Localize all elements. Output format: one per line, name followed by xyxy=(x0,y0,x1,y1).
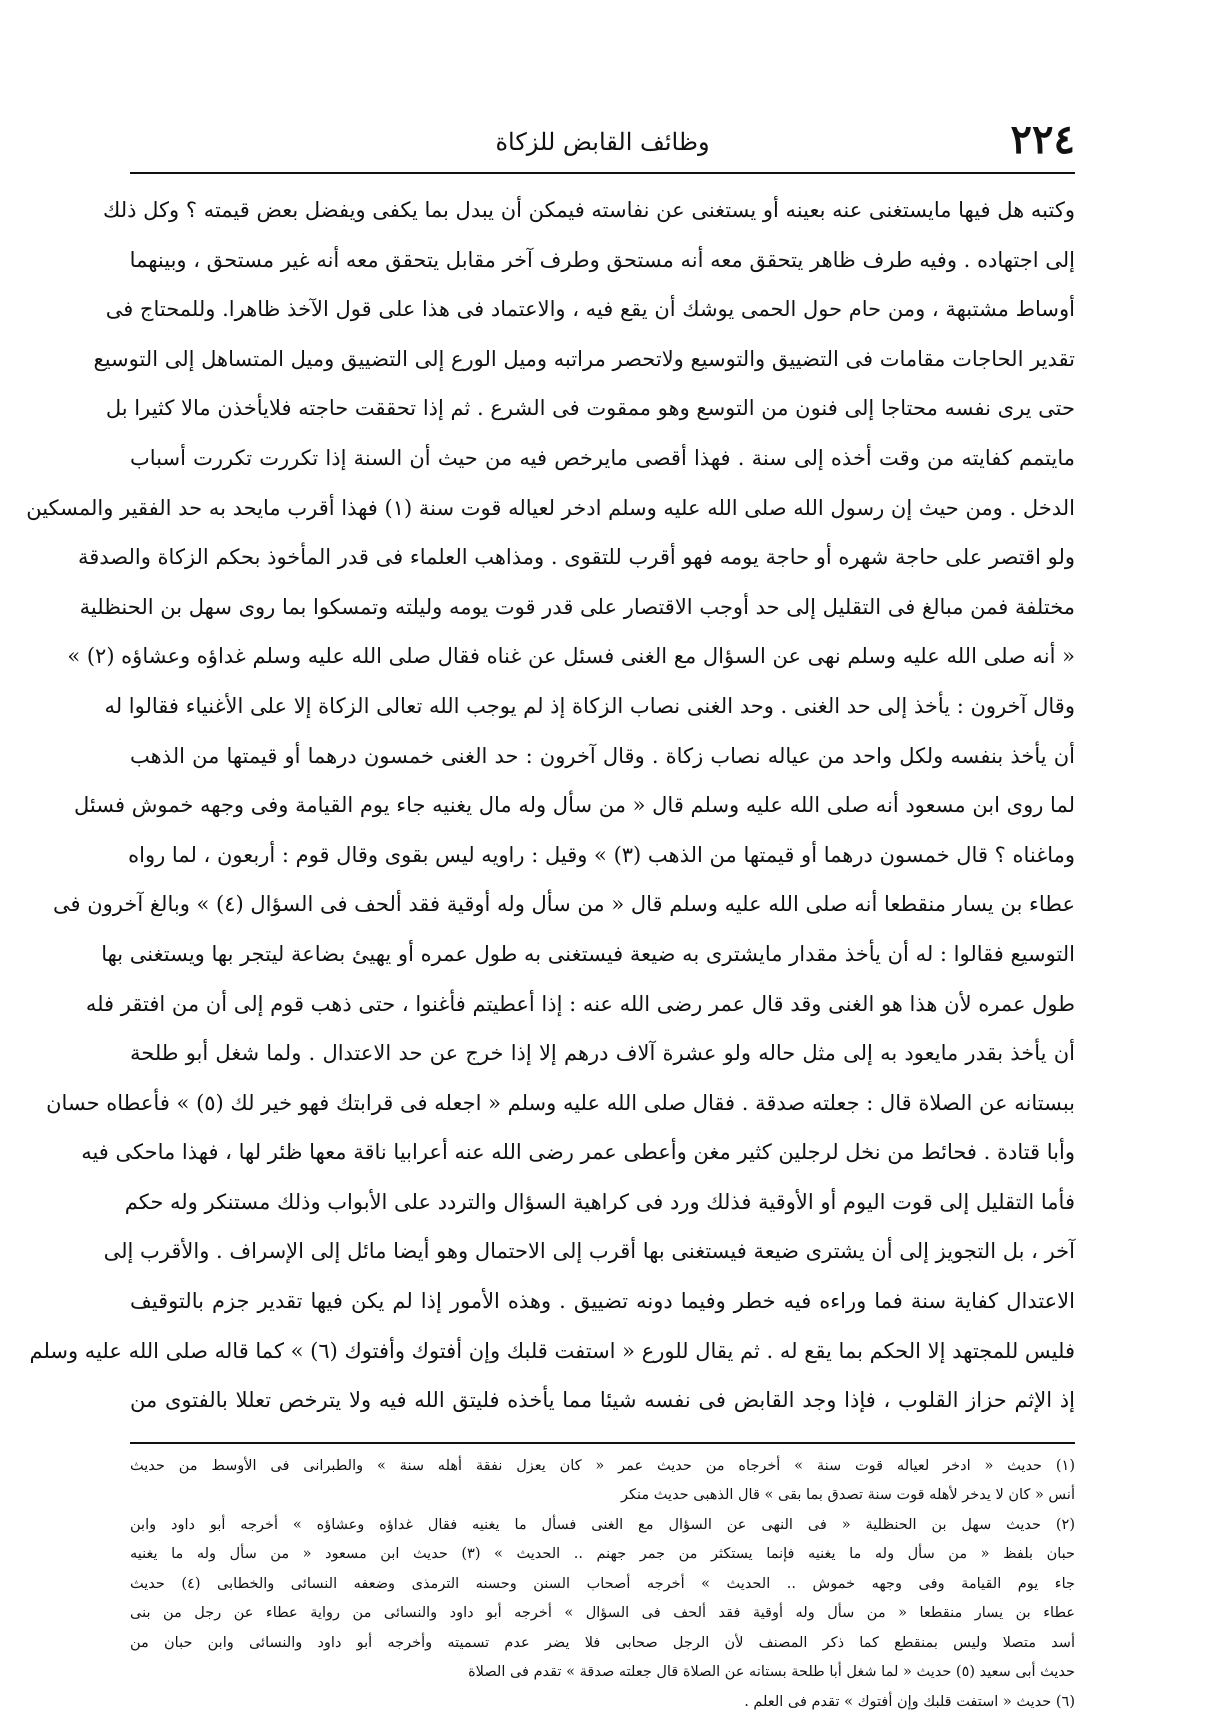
text-line: فأما التقليل إلى قوت اليوم أو الأوقية فذلك ورد فى كراهية السؤال والتردد على الأبواب وذلك مستنكر وله حكم xyxy=(124,1189,1075,1214)
footnote-line: عطاء بن يسار منقطعا « من سأل وله أوقية فقد ألحف فى السؤال » أخرجه أبو داود والنسائى من رواية عطاء عن رجل من بنى xyxy=(130,1605,1075,1622)
text-line: آخر ، بل التجويز إلى أن يشترى ضيعة فيستغنى بها أقرب إلى الاحتمال وهو أيضا مائل إلى الإسراف . والأقرب إلى xyxy=(103,1239,1075,1264)
footnote-line: حديث أبى سعيد (٥) حديث « لما شغل أبا طلحة بستانه عن الصلاة قال جعلته صدقة » تقدم فى الصلاة xyxy=(468,1664,1075,1681)
footnotes xyxy=(130,1452,1075,1717)
text-line: وقال آخرون : يأخذ إلى حد الغنى . وحد الغنى نصاب الزكاة إذ لم يوجب الله تعالى الزكاة إلا على الأغنياء فقالوا له xyxy=(104,693,1075,718)
text-line: أن يأخذ بنفسه ولكل واحد من عياله نصاب زكاة . وقال آخرون : حد الغنى خمسون درهما أو قيمتها من الذهب xyxy=(130,743,1075,768)
footnote-line: جاء يوم القيامة وفى وجهه خموش .. الحديث » أخرجه أصحاب السنن وحسنه الترمذى وضعفه النسائى والخطابى (٤) حديث xyxy=(130,1575,1075,1592)
text-line: لما روى ابن مسعود أنه صلى الله عليه وسلم قال « من سأل وله مال يغنيه جاء يوم القيامة وفى وجهه خموش فسئل xyxy=(74,793,1075,818)
text-line: مختلفة فمن مبالغ فى التقليل إلى حد أوجب الاقتصار على قدر قوت يومه وليلته وتمسكوا بما روى سهل بن الحنظلية xyxy=(79,594,1075,619)
footnote-line: (١) حديث « ادخر لعياله قوت سنة » أخرجاه من حديث عمر « كان يعزل نفقة أهله سنة » والطبرانى فى الأوسط من حديث xyxy=(130,1457,1075,1474)
text-line: طول عمره لأن هذا هو الغنى وقد قال عمر رضى الله عنه : إذا أعطيتم فأغنوا ، حتى ذهب قوم إلى أن من افتقر فله xyxy=(85,991,1075,1016)
main-text xyxy=(26,186,1075,1426)
text-line: تقدير الحاجات مقامات فى التضييق والتوسيع ولاتحصر مراتبه وميل الورع إلى التضييق وميل المتساهل إلى التوسيع xyxy=(93,346,1075,371)
book-page xyxy=(26,110,1075,1717)
text-line: وكتبه هل فيها مايستغنى عنه بعينه أو يستغنى عن نفاسته فيمكن أن يبدل بما يكفى ويفضل بعض قيمته ؟ وكل ذلك xyxy=(103,198,1075,222)
text-line: وماغناه ؟ قال خمسون درهما أو قيمتها من الذهب (٣) » وقيل : راويه ليس بقوى وقال قوم : أربعون ، لما رواه xyxy=(128,842,1075,867)
text-line: مايتمم كفايته من وقت أخذه إلى سنة . فهذا أقصى مايرخص فيه من حيث أن السنة إذا تكررت تكررت أسباب xyxy=(130,445,1075,470)
text-line: وأبا قتادة . فحائط من نخل لرجلين كثير مغن وأعطى عمر رضى الله عنه أعرابيا ناقة معها ظئر لها ، فهذا ماحكى فيه xyxy=(81,1140,1075,1165)
footnote-line: أسد متصلا وليس بمنقطع كما ذكر المصنف لأن الرجل صحابى فلا يضر عدم تسميته وأخرجه أبو داود والنسائى وابن حبان من xyxy=(130,1634,1075,1651)
text-line: التوسيع فقالوا : له أن يأخذ مقدار مايشترى به ضيعة فيستغنى به طول عمره أو يهيئ بضاعة ليتجر بها ويستغنى بها xyxy=(101,941,1075,966)
text-line: أوساط مشتبهة ، ومن حام حول الحمى يوشك أن يقع فيه ، والاعتماد فى هذا على قول الآخذ ظاهرا. وللمحتاج فى xyxy=(105,297,1075,322)
text-line: إلى اجتهاده . وفيه طرف ظاهر يتحقق معه أنه مستحق وطرف آخر مقابل يتحقق معه أنه غير مستحق ، وبينهما xyxy=(129,247,1075,272)
text-line: « أنه صلى الله عليه وسلم نهى عن السؤال مع الغنى فسئل عن غناه فقال صلى الله عليه وسلم غداؤه وعشاؤه (٢) » xyxy=(67,644,1075,669)
text-line: فليس للمجتهد إلا الحكم بما يقع له . ثم يقال للورع « استفت قلبك وإن أفتوك وأفتوك (٦) » كما قاله صلى الله عليه وسلم xyxy=(29,1338,1075,1363)
text-line: ببستانه عن الصلاة قال : جعلته صدقة . فقال صلى الله عليه وسلم « اجعله فى قرابتك فهو خير لك (٥) » فأعطاه حسان xyxy=(46,1090,1075,1115)
text-line: حتى يرى نفسه محتاجا إلى فنون من التوسع وهو ممقوت فى الشرع . ثم إذا تحققت حاجته فلايأخذن مالا كثيرا بل xyxy=(105,396,1075,421)
running-title: وظائف القابض للزكاة xyxy=(495,128,710,156)
text-line: الاعتدال كفاية سنة فما وراءه فيه خطر وفيما دونه تضييق . وهذه الأمور إذا لم يكن فيها تقدير جزم بالتوقيف xyxy=(130,1289,1075,1314)
text-line: عطاء بن يسار منقطعا أنه صلى الله عليه وسلم قال « من سأل وله أوقية فقد ألحف فى السؤال (٤) » وبالغ آخرون فى xyxy=(53,892,1075,917)
page-header xyxy=(130,110,1075,174)
page-number: ٢٢٤ xyxy=(1010,116,1075,163)
footnote-line: (٢) حديث سهل بن الحنظلية « فى النهى عن السؤال مع الغنى فسأل ما يغنيه فقال غداؤه وعشاؤه » أخرجه أبو داود وابن xyxy=(130,1516,1075,1533)
footnote-divider xyxy=(130,1442,1075,1444)
text-line: الدخل . ومن حيث إن رسول الله صلى الله عليه وسلم ادخر لعياله قوت سنة (١) فهذا أقرب مايحد به حد الفقير والمسكين xyxy=(26,495,1075,520)
text-line: ولو اقتصر على حاجة شهره أو حاجة يومه فهو أقرب للتقوى . ومذاهب العلماء فى قدر المأخوذ بحكم الزكاة والصدقة xyxy=(77,545,1075,570)
footnote-line: أنس « كان لا يدخر لأهله قوت سنة تصدق بما بقى » قال الذهبى حديث منكر xyxy=(621,1487,1075,1504)
text-line: إذ الإثم حزاز القلوب ، فإذا وجد القابض فى نفسه شيئا مما يأخذه فليتق الله فيه ولا يترخص تعللا بالفتوى من xyxy=(130,1388,1075,1413)
footnote-line: حبان بلفظ « من سأل وله ما يغنيه فإنما يستكثر من جمر جهنم .. الحديث » (٣) حديث ابن مسعود « من سأل وله ما يغنيه xyxy=(130,1546,1075,1563)
text-line: أن يأخذ بقدر مايعود به إلى مثل حاله ولو عشرة آلاف درهم إلا إذا خرج عن حد الاعتدال . ولما شغل أبو طلحة xyxy=(130,1041,1075,1066)
footnote-line: (٦) حديث « استفت قلبك وإن أفتوك » تقدم فى العلم . xyxy=(744,1693,1075,1710)
